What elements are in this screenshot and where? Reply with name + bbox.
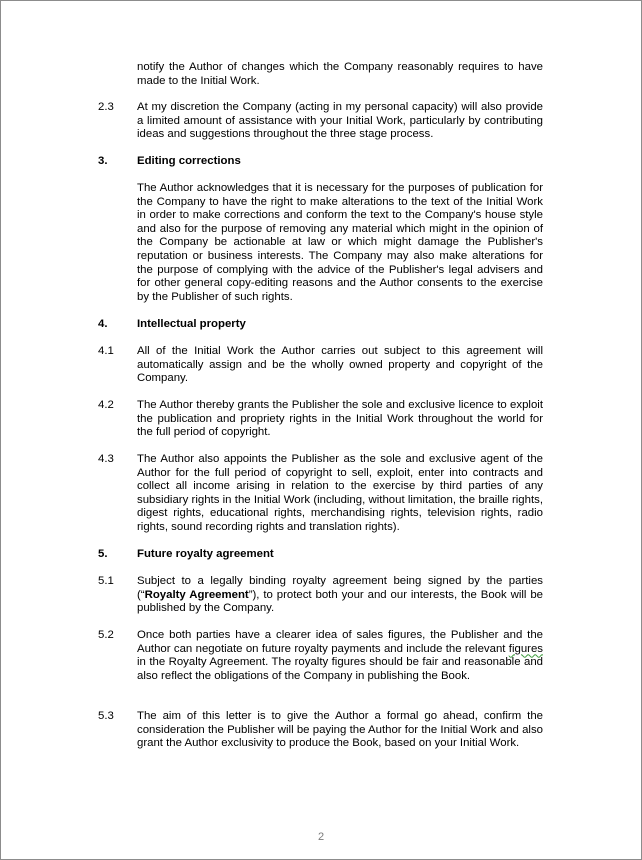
clause-text: The Author also appoints the Publisher as the sole and exclusive agent of the Author for the full period of copyright to sell, exploit, enter into contracts and collect all income arising in relation to the exercise by third parties of any subsidiary rights in the Initial Work (including, without limitation, the braille rights, digest rights, educational rights, merchandising rights, television rights, radio rights, sound recording rights and translation rights). — [137, 453, 543, 533]
continuation-paragraph: notify the Author of changes which the Company reasonably requires to have made to the Initial Work. — [137, 61, 543, 87]
section-3-paragraph: The Author acknowledges that it is necessary for the purposes of publication for the Company to have the right to make alterations to the text of the Initial Work in order to make corrections and conform the text to the Company's house style and also for the purpose of removing any material which might in the opinion of the Company be actionable at law or which might damage the Publisher's reputation or business interests. The Company may also make alterations for the purpose of complying with the advice of the Publisher's legal advisers and for other general copy-editing reasons and the Author consents to the exercise by the Publisher of such rights. — [137, 182, 543, 303]
clause-number: 5.2 — [98, 629, 114, 641]
clause-number: 4.2 — [98, 399, 114, 411]
page-number: 2 — [317, 831, 325, 843]
section-title: Intellectual property — [137, 318, 246, 330]
clause-text: The Author thereby grants the Publisher the sole and exclusive licence to exploit the publication and propriety rights in the Initial Work throughout the world for the full period of copyright. — [137, 399, 543, 439]
clause-text: All of the Initial Work the Author carries out subject to this agreement will automatically assign and be the wholly owned property and copyright of the Company. — [137, 345, 543, 385]
clause-number: 4.1 — [98, 345, 114, 357]
clause-text-start: Once both parties have a clearer idea of sales figures, the Publisher and the Author can negotiate on future royalty payments and include the relevant — [137, 629, 543, 655]
defined-term: Royalty Agreement — [144, 588, 249, 601]
section-number: 3. — [98, 155, 108, 167]
clause-text-end: in the Royalty Agreement. The royalty figures should be fair and reasonable and also reflect the obligations of the Company in publishing the Book. — [137, 656, 543, 682]
clause-number: 2.3 — [98, 101, 114, 113]
clause-number: 5.1 — [98, 575, 114, 587]
clause-text: At my discretion the Company (acting in my personal capacity) will also provide a limited amount of assistance with your Initial Work, particularly by contributing ideas and suggestions throughout the three stage process. — [137, 101, 543, 141]
clause-text: The aim of this letter is to give the Author a formal go ahead, confirm the consideration the Publisher will be paying the Author for the Initial Work and also grant the Author exclusivity to produce the Book, based on your Initial Work. — [137, 710, 543, 750]
clause-text-start: Subject to a legally binding royalty agreement being signed by the parties (“ — [137, 575, 543, 601]
section-title: Editing corrections — [137, 155, 241, 167]
clause-number: 5.3 — [98, 710, 114, 722]
section-number: 4. — [98, 318, 108, 330]
clause-text — [137, 629, 543, 683]
grammar-flagged-word[interactable]: figures — [508, 642, 543, 655]
clause-text — [137, 575, 543, 616]
clause-number: 4.3 — [98, 453, 114, 465]
section-number: 5. — [98, 548, 108, 560]
section-title: Future royalty agreement — [137, 548, 274, 560]
clause-text-end: ”), to protect both your and our interests, the Book will be published by the Company. — [137, 588, 543, 615]
